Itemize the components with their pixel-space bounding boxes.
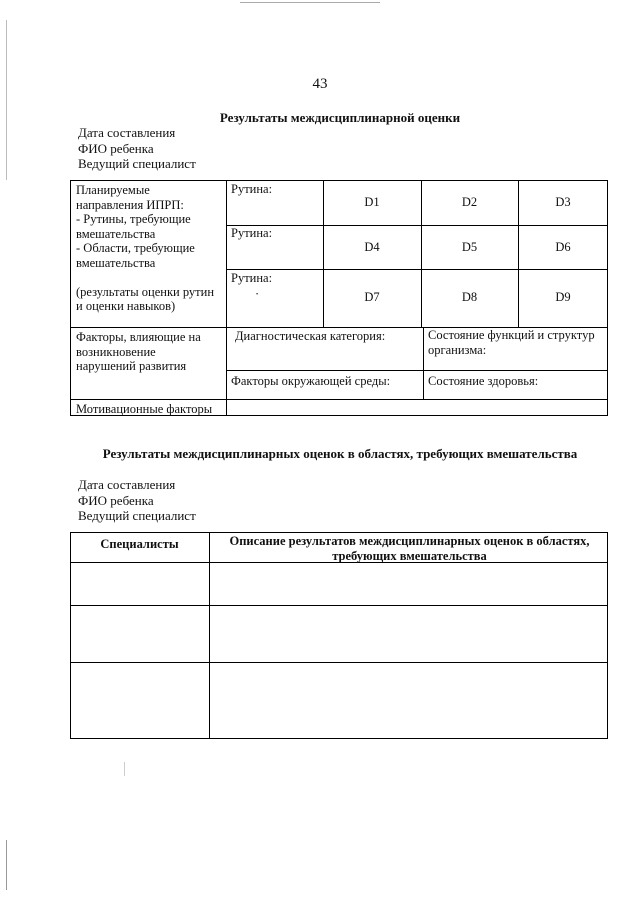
cell-d4: D4: [364, 240, 380, 254]
section1-header: [78, 125, 196, 172]
lead-specialist-label: Ведущий специалист: [78, 156, 196, 171]
cell-d8: D8: [461, 290, 478, 304]
factors-label-line: возникновение: [76, 344, 156, 359]
planned-directions-line: вмешательства: [76, 226, 156, 241]
factors-label-line: Факторы, влияющие на: [76, 330, 201, 344]
scan-artifact: [6, 20, 7, 180]
description-header-line: требующих вмешательства: [332, 548, 487, 563]
row-divider: [226, 225, 608, 226]
diagnostic-category-label: Диагностическая категория:: [235, 329, 386, 343]
factors-label-line: нарушений развития: [76, 359, 187, 373]
scan-artifact: [124, 762, 125, 776]
column-divider: [423, 327, 424, 399]
cell-d5: D5: [461, 240, 478, 254]
column-divider: [209, 532, 210, 739]
specialists-column-header: Специалисты: [100, 537, 179, 551]
planned-directions-cell: [76, 183, 224, 314]
specialist-cell: [74, 666, 206, 736]
specialist-cell: [74, 609, 206, 659]
scan-artifact: [240, 2, 380, 3]
cell-d3: D3: [555, 195, 571, 209]
section2-title: Результаты междисциплинарных оценок в областях, требующих вмешательства: [102, 446, 578, 461]
child-name-label: ФИО ребенка: [78, 492, 154, 508]
cell-d9: D9: [555, 290, 571, 304]
motivation-factors-label: Мотивационные факторы: [76, 402, 213, 416]
stray-dot: ·: [255, 287, 260, 301]
section1-title: Результаты междисциплинарной оценки: [219, 110, 461, 125]
specialist-cell: [74, 566, 206, 602]
planned-directions-line: Планируемые: [76, 183, 150, 197]
description-cell: [214, 666, 604, 736]
row-divider: [70, 605, 608, 606]
lead-specialist-label: Ведущий специалист: [78, 508, 196, 523]
date-label: Дата составления: [78, 125, 176, 140]
scan-artifact: [6, 840, 7, 890]
cell-d7: D7: [364, 290, 380, 304]
health-state-label: Состояние здоровья:: [428, 374, 539, 388]
description-cell: [214, 566, 604, 602]
factors-label-cell: [76, 330, 224, 374]
description-column-header: [211, 534, 608, 563]
section2-header: [78, 477, 196, 524]
functions-state-cell: [428, 328, 606, 357]
environment-factors-label: Факторы окружающей среды:: [231, 374, 391, 388]
column-divider: [226, 180, 227, 416]
child-name-label: ФИО ребенка: [78, 140, 154, 156]
routine-label: Рутина:: [231, 271, 273, 285]
functions-state-line: организма:: [428, 342, 487, 357]
row-divider: [70, 399, 608, 400]
cell-d1: D1: [364, 195, 380, 209]
routine-label: Рутина:: [231, 182, 273, 196]
planned-directions-line: направления ИПРП:: [76, 197, 184, 212]
planned-directions-line: - Области, требующие: [76, 241, 195, 255]
cell-d2: D2: [461, 195, 478, 209]
cell-d6: D6: [555, 240, 571, 254]
planned-directions-line: вмешательства: [76, 255, 156, 270]
row-divider: [226, 370, 608, 371]
page-number: 43: [312, 76, 328, 92]
planned-directions-line: - Рутины, требующие: [76, 212, 191, 226]
planned-directions-spacer: [76, 270, 224, 285]
planned-directions-line: (результаты оценки рутин: [76, 284, 215, 299]
routine-label: Рутина:: [231, 226, 273, 240]
row-divider: [70, 662, 608, 663]
description-header-line: Описание результатов междисциплинарных оценок в областях,: [229, 534, 590, 548]
planned-directions-line: и оценки навыков): [76, 299, 176, 313]
date-label: Дата составления: [78, 477, 176, 492]
row-divider: [226, 269, 608, 270]
functions-state-line: Состояние функций и структур: [428, 328, 595, 342]
description-cell: [214, 609, 604, 659]
